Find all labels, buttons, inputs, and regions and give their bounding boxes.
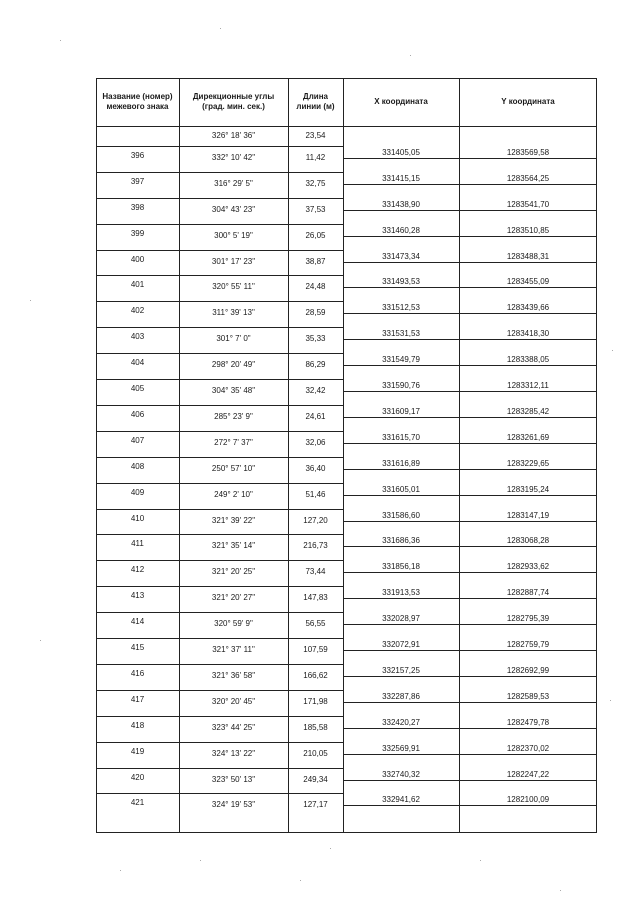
direction-angle: 321° 20' 25"	[211, 567, 256, 577]
row-border	[96, 793, 179, 794]
row-border	[459, 676, 597, 677]
line-length: 35,33	[305, 334, 326, 344]
row-border	[343, 805, 459, 806]
row-border	[343, 728, 459, 729]
scan-speck	[480, 860, 481, 861]
y-coordinate: 1283229,65	[506, 458, 550, 468]
row-border	[179, 664, 288, 665]
scan-speck	[220, 28, 221, 29]
row-border	[459, 780, 597, 781]
point-name: 414	[130, 617, 145, 627]
line-length: 127,17	[303, 800, 328, 810]
line-length: 147,83	[303, 593, 328, 603]
line-length: 38,87	[305, 256, 326, 266]
row-border	[96, 146, 179, 147]
x-coordinate: 331473,34	[382, 251, 420, 261]
row-border	[343, 391, 459, 392]
row-border	[343, 313, 459, 314]
row-border	[179, 509, 288, 510]
direction-angle: 250° 57' 10"	[211, 463, 256, 473]
x-coordinate: 331605,01	[382, 484, 420, 494]
row-border	[179, 353, 288, 354]
x-coordinate: 331686,36	[382, 536, 420, 546]
row-border	[459, 469, 597, 470]
line-length: 185,58	[303, 722, 328, 732]
row-border	[343, 546, 459, 547]
row-border	[288, 534, 343, 535]
x-coordinate: 332072,91	[382, 640, 420, 649]
row-border	[96, 457, 179, 458]
direction-angle: 323° 50' 13"	[211, 774, 256, 784]
direction-angle: 321° 36' 58"	[211, 670, 256, 680]
row-border	[343, 469, 459, 470]
scan-speck	[60, 40, 61, 41]
point-name: 404	[130, 358, 145, 368]
point-name: 420	[130, 772, 145, 782]
direction-angle: 249° 2' 10"	[214, 489, 253, 499]
direction-angle: 285° 23' 9"	[214, 411, 253, 421]
scan-speck	[200, 860, 201, 861]
row-border	[96, 742, 179, 743]
line-length: 36,40	[305, 463, 326, 473]
table-border	[96, 78, 597, 79]
row-border	[459, 728, 597, 729]
point-name: 418	[130, 720, 145, 730]
row-border	[459, 650, 597, 651]
row-border	[459, 158, 597, 159]
row-border	[343, 495, 459, 496]
direction-angle: 321° 35' 14"	[211, 541, 256, 551]
row-border	[179, 224, 288, 225]
x-coordinate: 331590,76	[382, 381, 420, 390]
row-border	[96, 586, 179, 587]
x-coordinate: 331856,18	[382, 562, 420, 572]
row-border	[96, 379, 179, 380]
x-coordinate: 331913,53	[382, 588, 420, 598]
row-border	[179, 431, 288, 432]
line-length: 107,59	[303, 645, 328, 654]
row-border	[96, 353, 179, 354]
row-border	[288, 638, 343, 639]
direction-angle: 324° 13' 22"	[211, 748, 256, 758]
row-border	[96, 224, 179, 225]
direction-angle: 321° 39' 22"	[211, 515, 256, 525]
row-border	[96, 301, 179, 302]
row-border	[96, 431, 179, 432]
direction-angle: 324° 19' 53"	[211, 800, 256, 810]
direction-angle: 298° 20' 49"	[211, 360, 256, 370]
row-border	[288, 379, 343, 380]
row-border	[179, 379, 288, 380]
row-border	[96, 638, 179, 639]
row-border	[96, 716, 179, 717]
x-coordinate: 331549,79	[382, 355, 420, 365]
x-coordinate: 332028,97	[382, 614, 420, 624]
row-border	[343, 210, 459, 211]
point-name: 400	[130, 254, 145, 264]
y-coordinate: 1282759,79	[506, 640, 550, 649]
x-coordinate: 331609,17	[382, 406, 420, 416]
row-border	[288, 405, 343, 406]
direction-angle: 320° 55' 11"	[212, 282, 255, 292]
line-length: 216,73	[303, 541, 328, 551]
row-border	[288, 301, 343, 302]
row-border	[459, 184, 597, 185]
point-name: 412	[130, 565, 145, 575]
row-border	[459, 417, 597, 418]
row-border	[179, 612, 288, 613]
row-border	[459, 443, 597, 444]
header-length: Длина линии (м)	[296, 92, 335, 111]
row-border	[179, 250, 288, 251]
row-border	[179, 146, 288, 147]
direction-angle: 301° 7' 0"	[216, 334, 251, 344]
row-border	[459, 210, 597, 211]
point-name: 396	[130, 150, 145, 160]
row-border	[459, 391, 597, 392]
row-border	[343, 417, 459, 418]
row-border	[288, 742, 343, 743]
row-border	[179, 534, 288, 535]
y-coordinate: 1283261,69	[506, 432, 550, 442]
row-border	[179, 793, 288, 794]
row-border	[179, 690, 288, 691]
row-border	[288, 793, 343, 794]
line-length: 51,46	[305, 489, 326, 499]
line-length: 166,62	[303, 670, 328, 680]
y-coordinate: 1283285,42	[506, 406, 550, 416]
row-border	[288, 198, 343, 199]
y-coordinate: 1283439,66	[506, 303, 550, 313]
direction-angle: 321° 20' 27"	[211, 593, 256, 603]
direction-angle: 320° 20' 45"	[211, 696, 256, 706]
line-length: 86,29	[305, 360, 326, 370]
x-coordinate: 331586,60	[382, 510, 420, 520]
y-coordinate: 1283312,11	[507, 381, 549, 390]
scan-speck	[30, 300, 31, 301]
row-border	[179, 483, 288, 484]
table-border	[96, 832, 597, 833]
scan-speck	[300, 880, 301, 881]
direction-angle: 320° 59' 9"	[214, 619, 253, 629]
row-border	[96, 768, 179, 769]
row-border	[343, 339, 459, 340]
row-border	[288, 353, 343, 354]
row-border	[96, 483, 179, 484]
point-name: 408	[130, 461, 145, 471]
header-y: Y координата	[501, 97, 555, 106]
x-coordinate: 332569,91	[382, 743, 420, 753]
scan-speck	[40, 640, 41, 641]
line-length: 171,98	[303, 696, 328, 706]
row-border	[343, 287, 459, 288]
row-border	[343, 676, 459, 677]
row-border	[288, 664, 343, 665]
scan-speck	[612, 350, 613, 351]
row-border	[96, 172, 179, 173]
row-border	[179, 716, 288, 717]
row-border	[96, 664, 179, 665]
point-name: 401	[130, 280, 145, 290]
y-coordinate: 1282692,99	[506, 665, 550, 675]
point-name: 415	[130, 643, 145, 652]
table-column-border	[288, 78, 289, 833]
direction-angle: 304° 35' 48"	[211, 386, 256, 395]
point-name: 410	[130, 513, 145, 523]
row-border	[288, 612, 343, 613]
row-border	[343, 521, 459, 522]
row-border	[343, 624, 459, 625]
row-border	[459, 236, 597, 237]
row-border	[179, 301, 288, 302]
scan-speck	[330, 848, 331, 849]
row-border	[96, 327, 179, 328]
row-border	[459, 624, 597, 625]
scan-speck	[410, 55, 411, 56]
x-coordinate: 331438,90	[382, 199, 420, 209]
row-border	[459, 754, 597, 755]
row-border	[459, 262, 597, 263]
direction-angle: 321° 37' 11"	[212, 645, 255, 654]
row-border	[288, 275, 343, 276]
row-border	[288, 172, 343, 173]
point-name: 398	[130, 202, 145, 212]
row-border	[179, 586, 288, 587]
row-border	[459, 521, 597, 522]
point-name: 409	[130, 487, 145, 497]
point-name: 413	[130, 591, 145, 601]
row-border	[288, 146, 343, 147]
row-border	[288, 431, 343, 432]
scan-speck	[560, 890, 561, 891]
direction-angle: 301° 17' 23"	[211, 256, 256, 266]
point-name: 397	[130, 176, 145, 186]
y-coordinate: 1282795,39	[506, 614, 550, 624]
row-border	[96, 690, 179, 691]
direction-angle: 316° 29' 5"	[214, 178, 253, 188]
row-border	[179, 405, 288, 406]
row-border	[179, 327, 288, 328]
line-length: 32,75	[305, 178, 326, 188]
line-length: 37,53	[305, 204, 326, 214]
row-border	[288, 327, 343, 328]
y-coordinate: 1283569,58	[506, 147, 550, 157]
x-coordinate: 332157,25	[382, 665, 420, 675]
point-name: 411	[131, 539, 144, 549]
x-coordinate: 331415,15	[382, 173, 420, 183]
direction-angle: 272° 7' 37"	[214, 437, 253, 447]
point-name: 421	[130, 798, 145, 808]
row-border	[179, 198, 288, 199]
row-border	[179, 172, 288, 173]
line-length: 32,42	[305, 386, 326, 395]
scan-speck	[610, 700, 611, 701]
line-length: 73,44	[305, 567, 326, 577]
line-length: 56,55	[305, 619, 326, 629]
row-border	[179, 275, 288, 276]
direction-angle: 311° 39' 13"	[212, 308, 255, 318]
row-border	[96, 198, 179, 199]
y-coordinate: 1283068,28	[506, 536, 550, 546]
row-border	[459, 546, 597, 547]
row-border	[343, 158, 459, 159]
x-coordinate: 331616,89	[382, 458, 420, 468]
x-coordinate: 331493,53	[382, 277, 420, 287]
row-border	[179, 768, 288, 769]
point-name: 416	[130, 668, 145, 678]
point-name: 405	[130, 384, 145, 393]
row-border	[459, 495, 597, 496]
point-name: 417	[130, 694, 145, 704]
line-length: 249,34	[303, 774, 328, 784]
line-length: 32,06	[305, 437, 326, 447]
row-border	[288, 224, 343, 225]
point-name: 406	[130, 409, 145, 419]
row-border	[459, 702, 597, 703]
header-x: X координата	[374, 97, 428, 106]
row-border	[288, 457, 343, 458]
row-border	[343, 443, 459, 444]
x-coordinate: 332941,62	[382, 795, 420, 805]
y-coordinate: 1282887,74	[506, 588, 550, 598]
row-border	[179, 457, 288, 458]
row-border	[288, 250, 343, 251]
line-length: 11,42	[305, 152, 326, 162]
table-column-border	[179, 78, 180, 833]
row-border	[288, 560, 343, 561]
row-border	[96, 612, 179, 613]
row-border	[343, 780, 459, 781]
row-border	[96, 560, 179, 561]
direction-angle: 300° 5' 19"	[214, 230, 253, 240]
line-length: 24,48	[305, 282, 326, 292]
x-coordinate: 331615,70	[382, 432, 420, 442]
y-coordinate: 1282933,62	[506, 562, 550, 572]
header-name: Название (номер) межевого знака	[102, 92, 173, 111]
row-border	[343, 754, 459, 755]
row-border	[96, 534, 179, 535]
y-coordinate: 1283147,19	[506, 510, 550, 520]
row-border	[288, 716, 343, 717]
row-border	[343, 702, 459, 703]
y-coordinate: 1283455,09	[506, 277, 550, 287]
row-border	[459, 805, 597, 806]
direction-angle: 323° 44' 25"	[211, 722, 256, 732]
row-border	[459, 365, 597, 366]
y-coordinate: 1282100,09	[506, 795, 550, 805]
y-coordinate: 1282247,22	[506, 769, 550, 779]
row-border	[179, 560, 288, 561]
x-coordinate: 332420,27	[382, 717, 420, 727]
y-coordinate: 1282370,02	[506, 743, 550, 753]
y-coordinate: 1283418,30	[506, 329, 550, 339]
x-coordinate: 331512,53	[382, 303, 420, 313]
y-coordinate: 1283388,05	[506, 355, 550, 365]
line-length: 23,54	[305, 131, 326, 140]
line-length: 26,05	[305, 230, 326, 240]
direction-angle: 326° 18' 36"	[211, 131, 256, 140]
row-border	[288, 483, 343, 484]
row-border	[288, 690, 343, 691]
row-border	[343, 184, 459, 185]
row-border	[343, 650, 459, 651]
row-border	[343, 236, 459, 237]
coordinates-table	[96, 78, 597, 833]
x-coordinate: 331531,53	[382, 329, 420, 339]
line-length: 210,05	[303, 748, 328, 758]
row-border	[96, 275, 179, 276]
point-name: 399	[130, 228, 145, 238]
point-name: 403	[130, 332, 145, 342]
row-border	[343, 598, 459, 599]
line-length: 28,59	[305, 308, 326, 318]
y-coordinate: 1283488,31	[506, 251, 550, 261]
x-coordinate: 331405,05	[382, 147, 420, 157]
row-border	[179, 638, 288, 639]
row-border	[288, 586, 343, 587]
row-border	[96, 405, 179, 406]
row-border	[96, 509, 179, 510]
row-border	[96, 250, 179, 251]
line-length: 127,20	[303, 515, 328, 525]
row-border	[343, 572, 459, 573]
y-coordinate: 1283195,24	[506, 484, 550, 494]
line-length: 24,61	[305, 411, 326, 421]
row-border	[459, 287, 597, 288]
y-coordinate: 1282589,53	[506, 691, 550, 701]
y-coordinate: 1282479,78	[506, 717, 550, 727]
direction-angle: 332° 10' 42"	[211, 152, 256, 162]
row-border	[179, 742, 288, 743]
point-name: 419	[130, 746, 145, 756]
row-border	[459, 572, 597, 573]
x-coordinate: 332287,86	[382, 691, 420, 701]
row-border	[343, 262, 459, 263]
y-coordinate: 1283541,70	[506, 199, 550, 209]
row-border	[459, 598, 597, 599]
table-border	[96, 126, 597, 127]
scan-speck	[120, 870, 121, 871]
x-coordinate: 331460,28	[382, 225, 420, 235]
point-name: 407	[130, 435, 145, 445]
point-name: 402	[130, 306, 145, 316]
row-border	[459, 313, 597, 314]
y-coordinate: 1283510,85	[506, 225, 550, 235]
row-border	[343, 365, 459, 366]
header-angle: Дирекционные углы (град. мин. сек.)	[192, 92, 275, 111]
y-coordinate: 1283564,25	[506, 173, 550, 183]
x-coordinate: 332740,32	[382, 769, 420, 779]
row-border	[288, 768, 343, 769]
row-border	[288, 509, 343, 510]
row-border	[459, 339, 597, 340]
direction-angle: 304° 43' 23"	[211, 204, 256, 214]
